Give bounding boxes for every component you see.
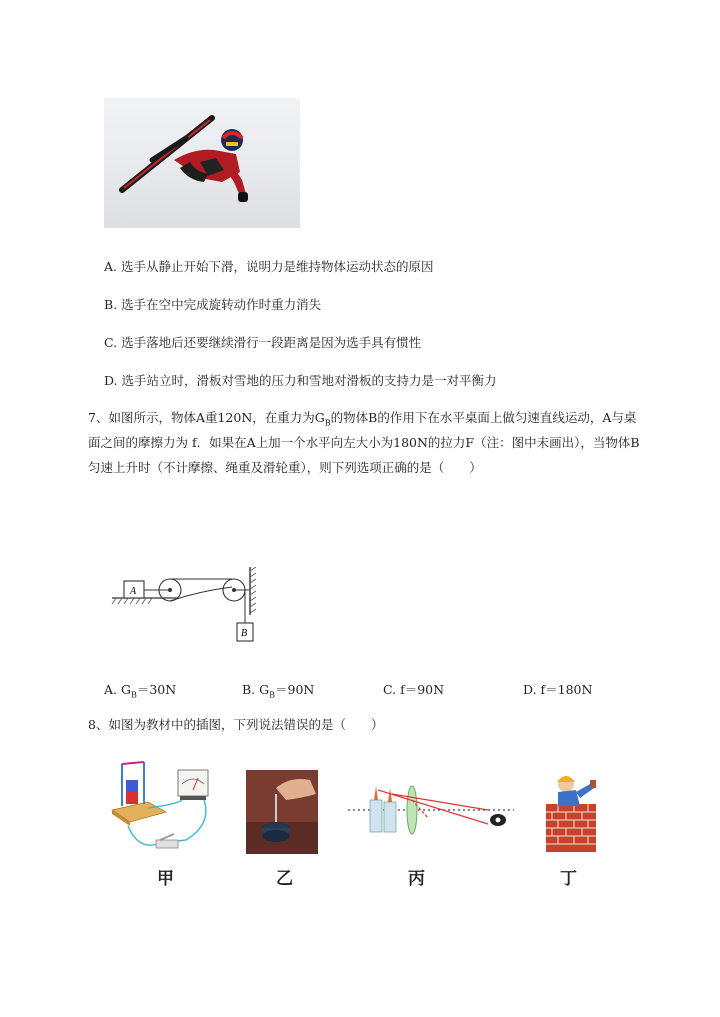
- q7-option-d: D. f＝180N: [523, 682, 593, 697]
- q6-option-c: C. 选手落地后还要继续滑行一段距离是因为选手具有惯性: [104, 335, 422, 350]
- q7-stem-line-1: 7、如图所示，物体A重120N，在重力为$G_B$的物体B的作用下在水平桌面上做匀速直线运动，A与桌: [88, 410, 637, 428]
- q7-pulley-figure: [110, 565, 260, 645]
- q8-label-bing: 丙: [408, 869, 425, 889]
- q8-figure-bing: [348, 780, 514, 840]
- q8-stem: 8、如图为教材中的插图，下列说法错误的是（ ）: [88, 717, 384, 732]
- q8-figure-ding: [544, 770, 604, 854]
- q6-option-a: A. 选手从静止开始下滑，说明力是维持物体运动状态的原因: [104, 259, 434, 274]
- q8-figure-jia: [108, 760, 220, 860]
- q8-label-jia: 甲: [157, 869, 174, 889]
- q8-label-yi: 乙: [276, 869, 293, 889]
- q7-option-b: B. $G_B=90N$: [242, 682, 315, 700]
- skier-photo: [104, 98, 300, 228]
- q7-stem-line-3: 匀速上升时（不计摩擦、绳重及滑轮重），则下列选项正确的是（ ）: [88, 460, 482, 475]
- q7-subscript: B: [324, 418, 331, 428]
- q6-option-b: B. 选手在空中完成旋转动作时重力消失: [104, 297, 322, 312]
- q7-stem-line-2: 面之间的摩擦力为 f．如果在A上加一个水平向左大小为180N的拉力F（注：图中未画出），当物体B: [88, 435, 640, 450]
- q6-option-d: D. 选手站立时，滑板对雪地的压力和雪地对滑板的支持力是一对平衡力: [104, 373, 497, 388]
- q7-label-b: B: [241, 628, 248, 639]
- q7-option-c: C. f＝90N: [383, 682, 445, 697]
- q7-label-a: A: [130, 586, 137, 597]
- q8-figure-yi: [246, 770, 318, 854]
- q8-label-ding: 丁: [560, 869, 577, 889]
- q7-option-a: A. $G_B=30N$: [104, 682, 177, 700]
- skier-illustration: [104, 98, 300, 228]
